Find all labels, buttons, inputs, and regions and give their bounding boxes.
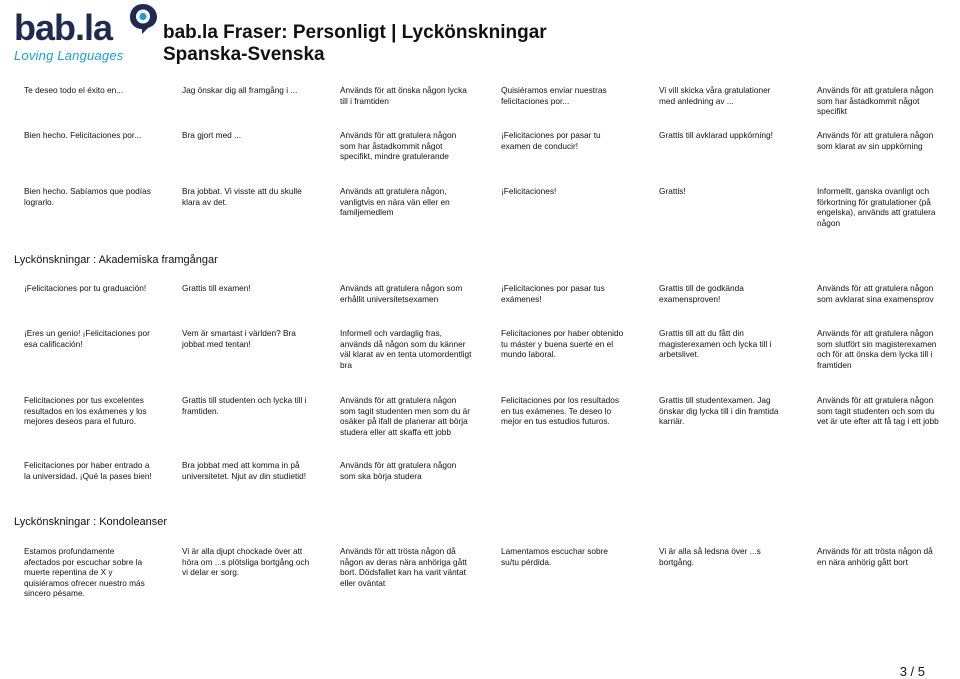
logo-tagline: Loving Languages [14, 48, 124, 63]
title-line-1: bab.la Fraser: Personligt | Lyckönskningar [163, 22, 547, 43]
block1-row1-usage-note: Används för att önska någon lycka till i framtiden [340, 85, 467, 106]
page-number: 3 / 5 [899, 664, 925, 679]
section-title-condolences: Lyckönskningar : Kondoleanser [14, 516, 168, 528]
section2-row1-spanish-phrase: ¡Felicitaciones por pasar tus exámenes! [501, 283, 605, 304]
section2-row2-usage-note: Informell och vardaglig fras, används då någon som du känner väl klarat av en tenta utomordentligt bra [340, 328, 472, 370]
section2-row4-usage-note: Används för att gratulera någon som ska börja studera [340, 460, 457, 481]
section2-row3-swedish-phrase: Grattis till studenten och lycka till i framtiden. [182, 395, 307, 416]
block1-row2-spanish-phrase: ¡Felicitaciones por pasar tu examen de conducir! [501, 130, 601, 151]
block1-row3-swedish-phrase: Bra jobbat. Vi visste att du skulle klara av det. [182, 186, 302, 207]
block1-row2-spanish-phrase: Bien hecho. Felicitaciones por... [24, 130, 142, 140]
block1-row1-swedish-phrase: Vi vill skicka våra gratulationer med anledning av ... [659, 85, 771, 106]
block1-row1-spanish-phrase: Te deseo todo el éxito en... [24, 85, 124, 95]
block1-row3-usage-note: Används att gratulera någon, vanligtvis en nära vän eller en familjemedlem [340, 186, 450, 217]
section2-row2-spanish-phrase: Felicitaciones por haber obtenido tu máster y buena suerte en el mundo laboral. [501, 328, 624, 359]
logo-wordmark: bab.la [14, 7, 113, 48]
section2-row1-spanish-phrase: ¡Felicitaciones por tu graduación! [24, 283, 147, 293]
section2-row2-swedish-phrase: Grattis till att du fått din magisterexamen och lycka till i arbetslivet. [659, 328, 772, 359]
block1-row2-usage-note: Används för att gratulera någon som klarat av sin uppkörning [817, 130, 934, 151]
section2-row2-swedish-phrase: Vem är smartast i världen? Bra jobbat med tentan! [182, 328, 296, 349]
section2-row4-swedish-phrase: Bra jobbat med att komma in på universitetet. Njut av din studietid! [182, 460, 307, 481]
section2-row4-spanish-phrase: Felicitaciones por haber entrado a la universidad. ¡Qué la pases bien! [24, 460, 152, 481]
block1-row3-spanish-phrase: Bien hecho. Sabíamos que podías lograrlo. [24, 186, 151, 207]
section3-row1-spanish-phrase: Estamos profundamente afectados por escuchar sobre la muerte repentina de X y quisiéramos ofrecer nuestro más sincero pésame. [24, 546, 145, 598]
section3-row1-usage-note: Används för att trösta någon då en nära anhörig gått bort [817, 546, 933, 567]
section2-row1-swedish-phrase: Grattis till de godkända examensproven! [659, 283, 744, 304]
block1-row2-swedish-phrase: Bra gjort med ... [182, 130, 242, 140]
section2-row1-usage-note: Används att gratulera någon som erhållit universitetsexamen [340, 283, 463, 304]
section2-row2-spanish-phrase: ¡Eres un genio! ¡Felicitaciones por esa calificación! [24, 328, 150, 349]
block1-row1-usage-note: Används för att gratulera någon som har åstadkommit något specifikt [817, 85, 934, 116]
section2-row3-spanish-phrase: Felicitaciones por los resultados en tus exámenes. Te deseo lo mejor en tus estudios futuros. [501, 395, 620, 426]
section2-row3-spanish-phrase: Felicitaciones por tus excelentes resultados en los exámenes y los mejores deseos para el futuro. [24, 395, 147, 426]
block1-row2-usage-note: Används för att gratulera någon som har åstadkommit något specifikt, mindre gratulerande [340, 130, 457, 161]
section3-row1-spanish-phrase: Lamentamos escuchar sobre su/tu pérdida. [501, 546, 608, 567]
section3-row1-swedish-phrase: Vi är alla så ledsna över ...s bortgång. [659, 546, 761, 567]
section2-row3-usage-note: Används för att gratulera någon som tagit studenten och som du vet är ute efter att få tag i ett jobb [817, 395, 939, 426]
section2-row1-swedish-phrase: Grattis till examen! [182, 283, 251, 293]
section3-row1-swedish-phrase: Vi är alla djupt chockade över att höra om ...s plötsliga bortgång och vi delar er sorg. [182, 546, 310, 577]
section2-row2-usage-note: Används för att gratulera någon som slutfört sin magisterexamen och för att önska dem lycka till i framtiden [817, 328, 937, 370]
block1-row1-swedish-phrase: Jag önskar dig all framgång i ... [182, 85, 298, 95]
section2-row3-usage-note: Används för att gratulera någon som tagit studenten men som du är osäker på ifall de planerar att börja studera eller att skaffa ett jobb [340, 395, 471, 437]
block1-row2-swedish-phrase: Grattis till avklarad uppkörning! [659, 130, 773, 140]
section-title-academic: Lyckönskningar : Akademiska framgångar [14, 254, 218, 266]
block1-row3-usage-note: Informellt, ganska ovanligt och förkortning för gratulationer (på engelska), används att gratulera någon [817, 186, 936, 228]
block1-row3-spanish-phrase: ¡Felicitaciones! [501, 186, 557, 196]
section2-row1-usage-note: Används för att gratulera någon som avklarat sina examensprov [817, 283, 934, 304]
section2-row3-swedish-phrase: Grattis till studentexamen. Jag önskar dig lycka till i din framtida karriär. [659, 395, 779, 426]
block1-row1-spanish-phrase: Quisiéramos enviar nuestras felicitaciones por... [501, 85, 607, 106]
section3-row1-usage-note: Används för att trösta någon då någon av deras nära anhöriga gått bort. Dödsfallet kan ha varit väntat eller oväntat [340, 546, 467, 588]
block1-row3-swedish-phrase: Grattis! [659, 186, 686, 196]
title-line-2: Spanska-Svenska [163, 44, 325, 65]
